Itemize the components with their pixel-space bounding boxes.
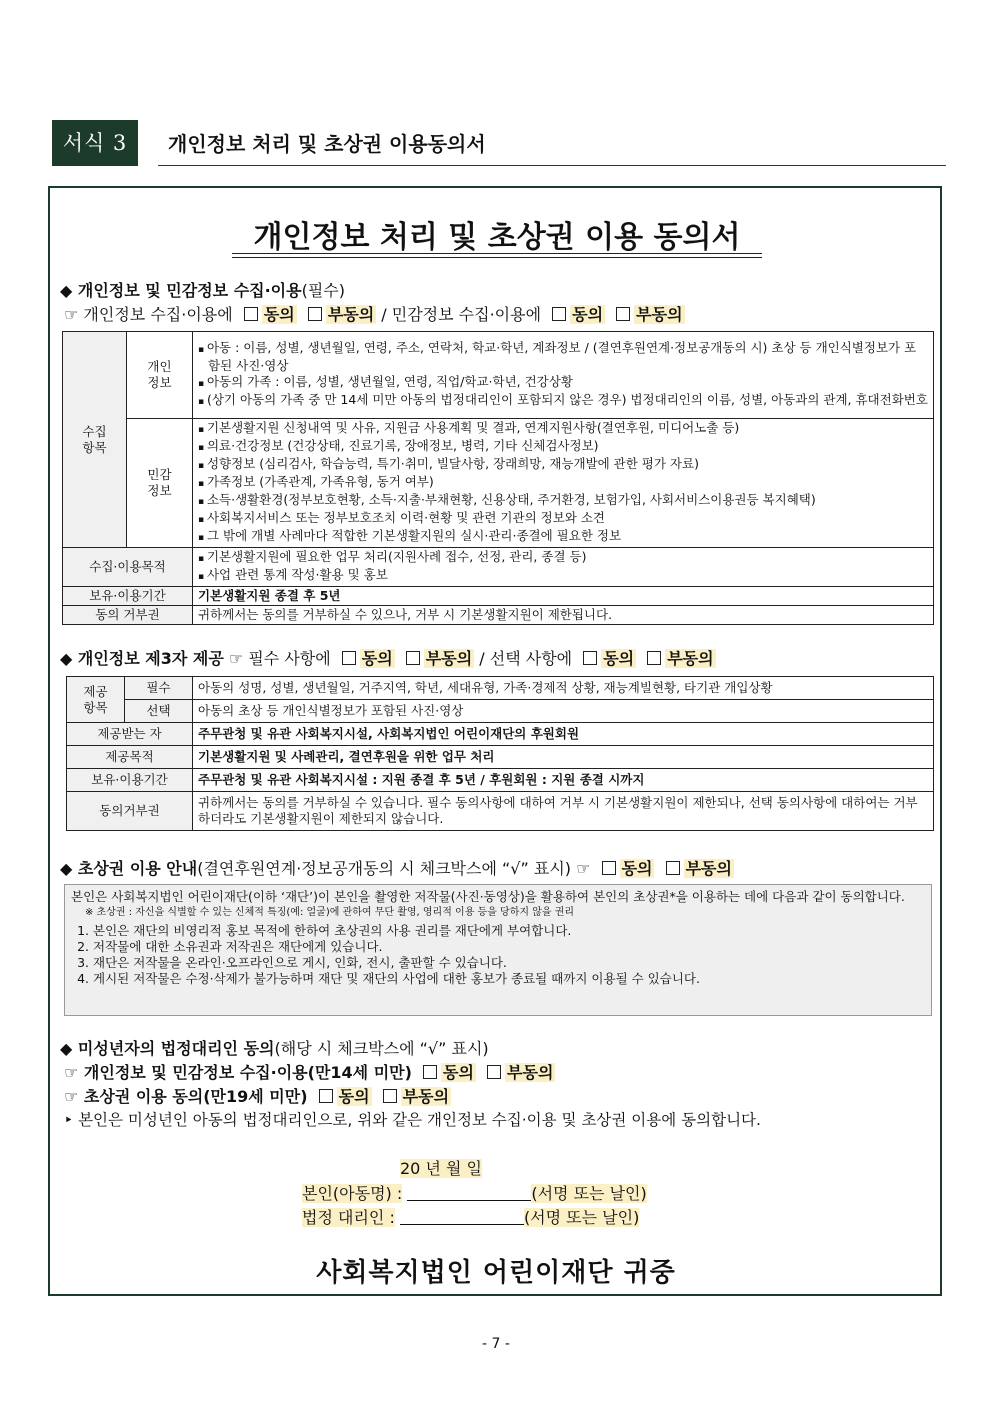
recipient-value: 주무관청 및 유관 사회복지시설, 사회복지법인 어린이재단의 후원회원 [193, 723, 934, 746]
section4-heading: ◆ 미성년자의 법정대리인 동의(해당 시 체크박스에 “√” 표시) [60, 1039, 489, 1058]
guardian-privacy-disagree-checkbox[interactable] [487, 1065, 501, 1079]
optional-disagree-checkbox[interactable] [647, 651, 661, 665]
organization-name: 사회복지법인 어린이재단 귀중 [316, 1258, 676, 1288]
list-item: ▪ 가족정보 (가족관계, 가족유형, 동거 여부) [198, 474, 928, 492]
guardian-portrait-agree-checkbox[interactable] [319, 1089, 333, 1103]
provide-purpose-value: 기본생활지원 및 사례관리, 결연후원을 위한 업무 처리 [193, 746, 934, 769]
portrait-notice-box [64, 884, 932, 1016]
list-item: 1. 본인은 재단의 비영리적 홍보 목적에 한하여 초상권의 사용 권리를 재단에게 부여합니다. [93, 923, 925, 939]
list-item: 2. 저작물에 대한 소유권과 저작권은 재단에게 있습니다. [93, 939, 925, 955]
portrait-intro: 본인은 사회복지법인 어린이재단(이하 ‘재단’)이 본인을 촬영한 저작물(사진·동영상)을 활용하여 본인의 초상권*을 이용하는 데에 다음과 같이 동의합니다. [71, 889, 905, 904]
document-title: 개인정보 처리 및 초상권 이용 동의서 [253, 220, 741, 255]
header-divider [158, 165, 946, 166]
section1-heading: ◆ 개인정보 및 민감정보 수집·이용(필수) [60, 281, 345, 300]
refusal-value: 귀하께서는 동의를 거부하실 수 있으나, 거부 시 기본생활지원이 제한됩니다. [193, 606, 934, 625]
provide-items-label: 제공 항목 [67, 677, 125, 723]
personal-info-label: 개인 정보 [127, 332, 193, 419]
list-item: ▪ 소득·생활환경(정부보호현황, 소득·지출·부채현황, 신용상태, 주거환경, 보험가입, 사회서비스이용권등 복지혜택) [198, 492, 928, 510]
list-item: ▪ 기본생활지원 신청내역 및 사유, 지원금 사용계획 및 결과, 연계지원사항(결연후원, 미디어노출 등) [198, 420, 928, 438]
purpose-items [193, 548, 934, 587]
portrait-agree-checkbox[interactable] [602, 861, 616, 875]
optional-agree-checkbox[interactable] [583, 651, 597, 665]
provide-purpose-label: 제공목적 [67, 746, 193, 769]
list-item: ▪ 사업 관련 통계 작성·활용 및 홍보 [198, 567, 928, 585]
portrait-disagree-checkbox[interactable] [666, 861, 680, 875]
refusal-label: 동의 거부권 [63, 606, 193, 625]
guardian-privacy-agree-checkbox[interactable] [423, 1065, 437, 1079]
sensitive-info-label: 민감 정보 [127, 419, 193, 548]
list-item: 3. 재단은 저작물을 온라인·오프라인으로 게시, 인화, 전시, 출판할 수 있습니다. [93, 955, 925, 971]
list-item: ▪ 아동 : 이름, 성별, 생년월일, 연령, 주소, 연락처, 학교·학년, 계좌정보 / (결연후원연계·정보공개동의 시) 초상 등 개인식별정보가 포함된 사진·영상 [198, 340, 928, 374]
personal-disagree-checkbox[interactable] [308, 307, 322, 321]
form-header-title: 개인정보 처리 및 초상권 이용동의서 [168, 132, 486, 156]
required-disagree-checkbox[interactable] [406, 651, 420, 665]
retention-label: 보유·이용기간 [63, 587, 193, 606]
section3-heading: ◆ 초상권 이용 안내(결연후원연계·정보공개동의 시 체크박스에 “√” 표시) ☞ 동의 부동의 [60, 859, 732, 878]
collect-items-label: 수집 항목 [63, 332, 127, 548]
date-line: 20 년 월 일 [400, 1159, 482, 1178]
list-item: ▪ 기본생활지원에 필요한 업무 처리(지원사례 접수, 선정, 관리, 종결 등) [198, 549, 928, 567]
sensitive-agree-checkbox[interactable] [552, 307, 566, 321]
self-signature-line: 본인(아동명) : (서명 또는 날인) [302, 1184, 647, 1203]
guardian-name-field[interactable] [400, 1210, 524, 1225]
list-item: ▪ 사회복지서비스 또는 정부보호조치 이력·현황 및 관련 기관의 정보와 소견 [198, 510, 928, 528]
third-party-table [66, 676, 934, 831]
list-item: ▪ 의료·건강정보 (건강상태, 진료기록, 장애정보, 병력, 기타 신체검사정보) [198, 438, 928, 456]
section2-heading: ◆ 개인정보 제3자 제공 ☞ 필수 사항에 동의 부동의 / 선택 사항에 동의 부동의 [60, 649, 714, 668]
list-item: ▪ 그 밖에 개별 사례마다 적합한 기본생활지원의 실시·관리·종결에 필요한 정보 [198, 528, 928, 546]
list-item: ▪ (상기 아동의 가족 중 만 14세 미만 아동의 법정대리인이 포함되지 않은 경우) 법정대리인의 이름, 성별, 아동과의 관계, 휴대전화번호 [198, 392, 928, 410]
retention-value: 기본생활지원 종결 후 5년 [193, 587, 934, 606]
list-item: 4. 게시된 저작물은 수정·삭제가 불가능하며 재단 및 재단의 사업에 대한 홍보가 종료될 때까지 이용될 수 있습니다. [93, 971, 925, 987]
provide-retention-label: 보유·이용기간 [67, 769, 193, 792]
guardian-privacy-line: ☞ 개인정보 및 민감정보 수집·이용(만14세 미만) 동의 부동의 [64, 1063, 554, 1082]
optional-label: 선택 [125, 700, 193, 723]
list-item: ▪ 성향정보 (심리검사, 학습능력, 특기·취미, 빌달사항, 장래희망, 재능개발에 관한 평가 자료) [198, 456, 928, 474]
personal-agree-checkbox[interactable] [244, 307, 258, 321]
section1-consent-line: ☞ 개인정보 수집·이용에 동의 부동의 / 민감정보 수집·이용에 동의 부동의 [64, 305, 683, 324]
personal-info-items [193, 332, 934, 419]
provide-retention-value: 주무관청 및 유관 사회복지시설 : 지원 종결 후 5년 / 후원회원 : 지원 종결 시까지 [193, 769, 934, 792]
guardian-portrait-line: ☞ 초상권 이용 동의(만19세 미만) 동의 부동의 [64, 1087, 450, 1106]
collection-table [62, 331, 934, 625]
list-item: ▪ 아동의 가족 : 이름, 성별, 생년월일, 연령, 직업/학교·학년, 건강상황 [198, 374, 928, 392]
required-value: 아동의 성명, 성별, 생년월일, 거주지역, 학년, 세대유형, 가족·경제적 상황, 재능계빌현황, 타기관 개입상황 [193, 677, 934, 700]
sensitive-disagree-checkbox[interactable] [616, 307, 630, 321]
guardian-portrait-disagree-checkbox[interactable] [383, 1089, 397, 1103]
optional-value: 아동의 초상 등 개인식별정보가 포함된 사진·영상 [193, 700, 934, 723]
form-number-badge: 서식 3 [52, 120, 138, 166]
guardian-statement: ‣ 본인은 미성년인 아동의 법정대리인으로, 위와 같은 개인정보 수집·이용 및 초상권 이용에 동의합니다. [64, 1111, 761, 1129]
title-underline [232, 253, 762, 258]
required-label: 필수 [125, 677, 193, 700]
guardian-signature-line: 법정 대리인 : (서명 또는 날인) [302, 1208, 640, 1227]
page-number: - 7 - [482, 1336, 510, 1352]
self-name-field[interactable] [407, 1186, 531, 1201]
recipient-label: 제공받는 자 [67, 723, 193, 746]
purpose-label: 수집·이용목적 [63, 548, 193, 587]
required-agree-checkbox[interactable] [342, 651, 356, 665]
provide-refusal-value: 귀하께서는 동의를 거부하실 수 있습니다. 필수 동의사항에 대하여 거부 시 기본생활지원이 제한되나, 선택 동의사항에 대하여는 거부하더라도 기본생활지원이 제한되지 않습니다. [193, 792, 934, 831]
provide-refusal-label: 동의거부권 [67, 792, 193, 831]
sensitive-info-items [193, 419, 934, 548]
portrait-note: ※ 초상권 : 자신을 식별할 수 있는 신체적 특징(예: 얼굴)에 관하여 무단 촬영, 영리적 이용 등을 당하지 않을 권리 [85, 907, 575, 918]
